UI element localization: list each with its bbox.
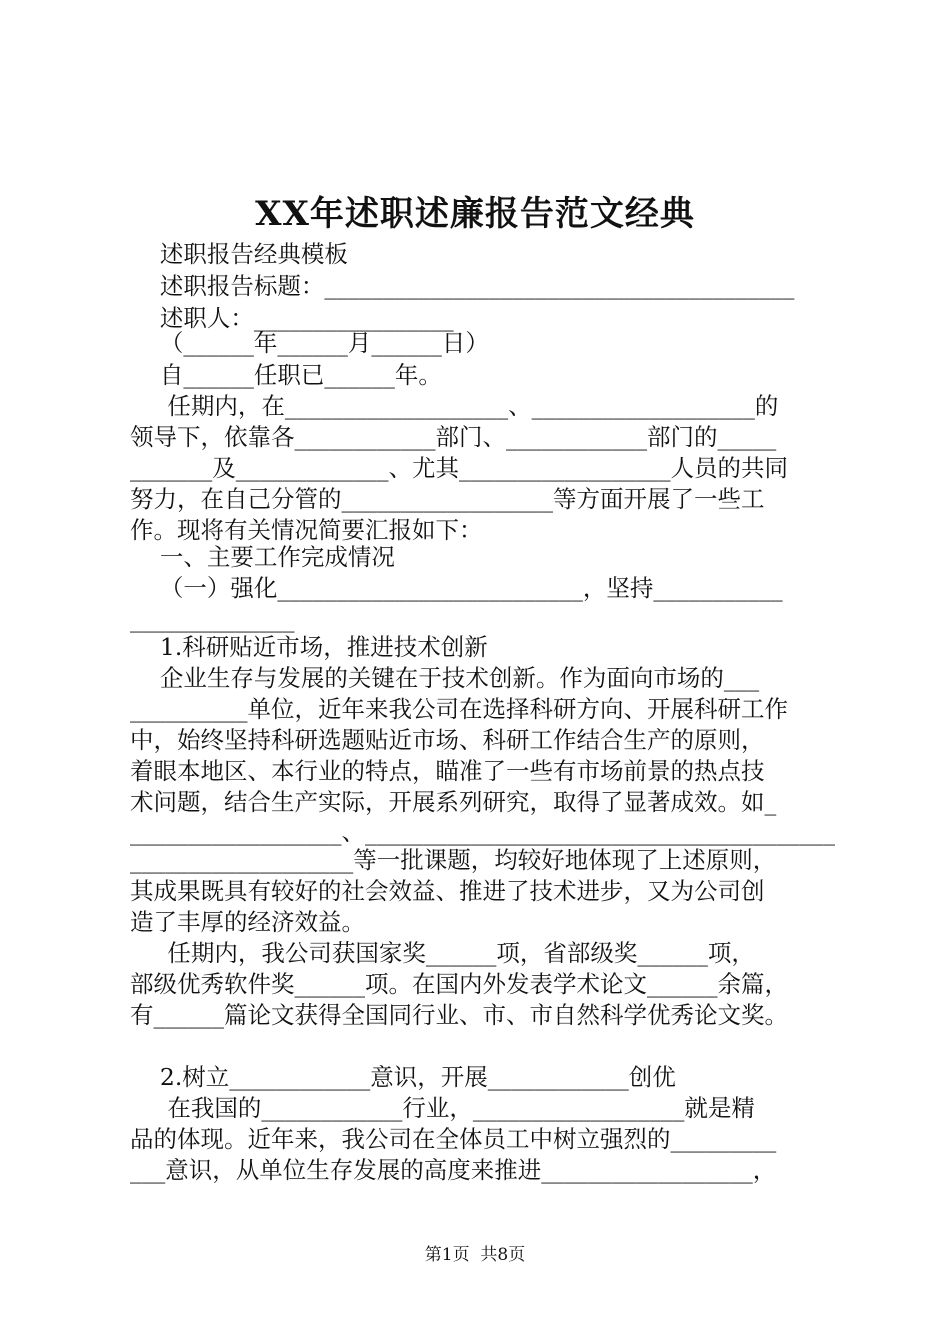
body-line: （一）强化__________________________，坚持___________ xyxy=(130,574,783,602)
body-line: 在我国的____________行业，__________________就是精 xyxy=(130,1094,755,1122)
body-line: _______及_____________、尤其__________________人员的共同 xyxy=(130,454,788,482)
body-line: 企业生存与发展的关键在于技术创新。作为面向市场的___ xyxy=(130,664,760,692)
subsection-heading: 2.树立____________意识，开展____________创优 xyxy=(130,1063,676,1091)
body-line: 部级优秀软件奖______项。在国内外发表学术论文______余篇， xyxy=(130,970,788,998)
page-number-footer: 第1页 共8页 xyxy=(424,1245,526,1265)
body-line: 述职报告经典模板 xyxy=(130,240,348,268)
body-line: 努力，在自己分管的__________________等方面开展了一些工 xyxy=(130,485,765,513)
body-line: ___________________等一批课题，均较好地体现了上述原则， xyxy=(130,846,777,874)
document-title: XX年述职述廉报告范文经典 xyxy=(255,194,695,234)
body-line: （______年______月______日） xyxy=(130,329,489,357)
body-line: 领导下，依靠各____________部门、____________部门的_____ xyxy=(130,423,777,451)
body-line: 述职人：_________________ xyxy=(130,304,454,332)
body-line: 自______任职已______年。 xyxy=(130,361,442,389)
subsection-heading: 1.科研贴近市场，推进技术创新 xyxy=(130,633,488,661)
body-line: 造了丰厚的经济效益。 xyxy=(130,908,365,936)
body-line: __________单位，近年来我公司在选择科研方向、开展科研工作 xyxy=(130,695,788,723)
body-line: 述职报告标题：________________________________________ xyxy=(130,272,795,300)
body-line: 有______篇论文获得全国同行业、市、市自然科学优秀论文奖。 xyxy=(130,1001,788,1029)
body-line: 品的体现。近年来，我公司在全体员工中树立强烈的_________ xyxy=(130,1125,777,1153)
body-line: ______________ xyxy=(130,605,295,633)
body-line: __________________、________________________________________ xyxy=(130,818,835,846)
body-line: 中，始终坚持科研选题贴近市场、科研工作结合生产的原则， xyxy=(130,726,765,754)
body-line: 任期内，在___________________、___________________的 xyxy=(130,392,779,420)
section-heading: 一、主要工作完成情况 xyxy=(130,543,395,571)
body-line: 任期内，我公司获国家奖______项，省部级奖______项， xyxy=(130,939,755,967)
body-line: 其成果既具有较好的社会效益、推进了技术进步，又为公司创 xyxy=(130,877,765,905)
body-line: ___意识，从单位生存发展的高度来推进__________________， xyxy=(130,1156,777,1184)
body-line: 着眼本地区、本行业的特点，瞄准了一些有市场前景的热点技 xyxy=(130,757,765,785)
body-line: 作。现将有关情况简要汇报如下： xyxy=(130,516,483,544)
body-line: 术问题，结合生产实际，开展系列研究，取得了显著成效。如_ xyxy=(130,788,777,816)
